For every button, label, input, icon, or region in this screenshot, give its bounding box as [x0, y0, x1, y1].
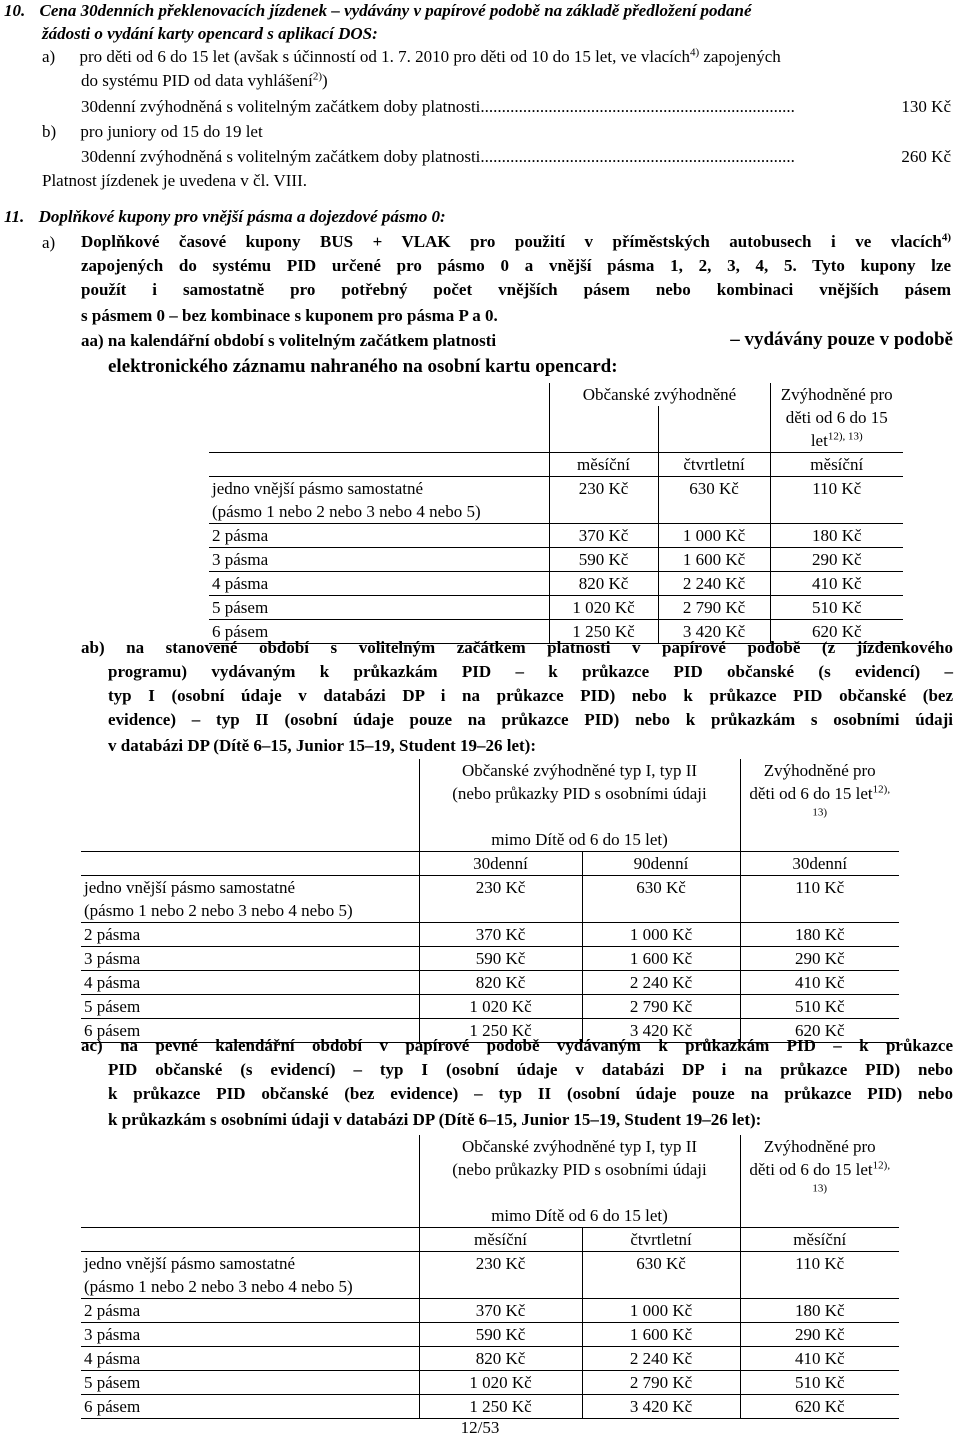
- section-11-aa-line2: elektronického záznamu nahraného na osobní kartu opencard:: [108, 356, 618, 377]
- table-row: jedno vnější pásmo samostatné 230 Kč 630 Kč 110 Kč: [209, 477, 903, 501]
- section-11-aa-text: aa) na kalendářní období s volitelným začátkem platnosti: [81, 331, 497, 350]
- table-ab-period1: 30denní: [419, 852, 582, 876]
- section-11-title: Doplňkové kupony pro vnější pásma a dojezdové pásmo 0:: [38, 207, 446, 226]
- table-ab-header-civic1: Občanské zvýhodněné typ I, typ II: [419, 759, 740, 782]
- section-10-item-a: [42, 46, 781, 68]
- section-11-aa-emph: – vydávány pouze v podobě: [730, 329, 953, 350]
- table-row: 3 pásma 590 Kč 1 600 Kč 290 Kč: [81, 1323, 899, 1347]
- table-row: 4 pásma 820 Kč 2 240 Kč 410 Kč: [209, 572, 903, 596]
- table-row: 5 pásem 1 020 Kč 2 790 Kč 510 Kč: [209, 596, 903, 620]
- section-11-ab-line3: typ I (osobní údaje v databázi DP i na průkazce PID) nebo k průkazce PID občanské (bez: [108, 686, 953, 705]
- table-ac-period2: čtvrtletní: [582, 1228, 740, 1252]
- item-a-sup: 4): [689, 46, 700, 59]
- section-11-ab-line4: evidence) – typ II (osobní údaje pouze na průkazce PID) nebo k průkazkám s osobními údaji: [108, 710, 953, 729]
- table-aa: [209, 383, 903, 644]
- table-aa-period3: měsíční: [770, 453, 903, 477]
- item-a-line2-sup: 2): [312, 70, 323, 83]
- table-row: 4 pásma 820 Kč 2 240 Kč 410 Kč: [81, 971, 899, 995]
- table-row: (pásmo 1 nebo 2 nebo 3 nebo 4 nebo 5): [81, 899, 899, 923]
- table-row: (pásmo 1 nebo 2 nebo 3 nebo 4 nebo 5): [209, 500, 903, 524]
- section-10-item-b-price-row: 30denní zvýhodněná s volitelným začátkem doby platnosti.......................................................................... 260 Kč: [81, 147, 951, 166]
- table-row: jedno vnější pásmo samostatné 230 Kč 630 Kč 110 Kč: [81, 1252, 899, 1276]
- table-ab-header-civic3: mimo Dítě od 6 do 15 let): [419, 828, 740, 852]
- section-11-heading: [4, 206, 446, 228]
- item-b-text: pro juniory od 15 do 19 let: [80, 122, 263, 141]
- section-11-ac-line4: k průkazkám s osobními údaji v databázi DP (Dítě 6–15, Junior 15–19, Student 19–26 let):: [108, 1110, 762, 1129]
- table-row: 3 pásma 590 Kč 1 600 Kč 290 Kč: [81, 947, 899, 971]
- section-11-ac-line2: PID občanské (s evidencí) – typ I (osobní údaje v databázi DP i na průkazce PID) nebo: [108, 1060, 953, 1079]
- section-11-ac-line3: k průkazce PID občanské (bez evidence) – typ II (osobní údaje pouze na průkazce PID) nebo: [108, 1084, 953, 1103]
- item-a-line2-end: ): [322, 71, 328, 90]
- table-aa-header-child1: Zvýhodněné pro: [780, 385, 893, 404]
- table-row: 2 pásma 370 Kč 1 000 Kč 180 Kč: [81, 923, 899, 947]
- table-aa-period1: měsíční: [549, 453, 658, 477]
- section-11-number: 11.: [4, 207, 25, 226]
- section-11-aa-line1: [81, 330, 953, 352]
- item-b-price: 260 Kč: [901, 147, 951, 166]
- table-ac-header-civic3: mimo Dítě od 6 do 15 let): [419, 1204, 740, 1228]
- page-number: 12/53: [460, 1418, 500, 1437]
- table-row: 2 pásma 370 Kč 1 000 Kč 180 Kč: [81, 1299, 899, 1323]
- item-b-ticket: 30denní zvýhodněná s volitelným začátkem doby platnosti: [81, 147, 481, 166]
- section-11-a-line4: s pásmem 0 – bez kombinace s kuponem pro pásma P a 0.: [81, 306, 498, 325]
- item-a-line2-text: do systému PID od data vyhlášení: [81, 71, 313, 90]
- section-11-ab-line5: v databázi DP (Dítě 6–15, Junior 15–19, Student 19–26 let):: [108, 736, 536, 755]
- section-11-a-label: a): [42, 233, 56, 252]
- table-row: 6 pásem 1 250 Kč 3 420 Kč 620 Kč: [81, 1019, 899, 1043]
- section-11-a-line1-text: Doplňkové časové kupony BUS + VLAK pro použití v příměstských autobusech i ve vlacích: [81, 232, 942, 251]
- item-b-label: b): [42, 122, 57, 141]
- item-a-price: 130 Kč: [901, 97, 951, 116]
- table-ab-header-child2: děti od 6 do 15 let$^{12), 13)}$: [749, 783, 891, 819]
- section-11-ac-line1: ac) na pevné kalendářní období v papírové podobě vydávaným k průkazkám PID – k průkazce: [81, 1036, 953, 1055]
- table-aa-period2: čtvrtletní: [658, 453, 770, 477]
- table-row: 4 pásma 820 Kč 2 240 Kč 410 Kč: [81, 1347, 899, 1371]
- table-ac-header-child2: děti od 6 do 15 let$^{12), 13)}$: [749, 1159, 891, 1195]
- section-10-item-a-line2: [81, 70, 328, 92]
- table-ab-period2: 90denní: [582, 852, 740, 876]
- table-row: 3 pásma 590 Kč 1 600 Kč 290 Kč: [209, 548, 903, 572]
- table-aa-header-child2: děti od 6 do 15 let$^{12), 13)}$: [770, 406, 903, 453]
- section-11-ab-line2: programu) vydávaným k průkazkám PID – k průkazce PID občanské (s evidencí) –: [108, 662, 953, 681]
- item-a-text: pro děti od 6 do 15 let (avšak s účinností od 1. 7. 2010 pro děti od 10 do 15 let, ve vlacích: [79, 47, 690, 66]
- section-10-item-b: [42, 121, 263, 143]
- table-ab-period3: 30denní: [740, 852, 899, 876]
- section-11-a-line2: zapojených do systému PID určené pro pásmo 0 a vnější pásma 1, 2, 3, 4, 5. Tyto kupony lze: [81, 256, 951, 275]
- table-ac-period3: měsíční: [740, 1228, 899, 1252]
- section-10-title: Cena 30denních překlenovacích jízdenek – vydávány v papírové podobě na základě předložení podané: [39, 1, 752, 20]
- table-ac-header-civic2: (nebo průkazky PID s osobními údaji: [419, 1158, 740, 1204]
- table-aa-header-civic: Občanské zvýhodněné: [549, 383, 770, 406]
- table-ac-header-civic1: Občanské zvýhodněné typ I, typ II: [419, 1135, 740, 1158]
- item-a-text2: zapojených: [699, 47, 781, 66]
- table-row: 5 pásem 1 020 Kč 2 790 Kč 510 Kč: [81, 995, 899, 1019]
- table-row: (pásmo 1 nebo 2 nebo 3 nebo 4 nebo 5): [81, 1275, 899, 1299]
- table-row: 2 pásma 370 Kč 1 000 Kč 180 Kč: [209, 524, 903, 548]
- table-ab-header-civic2: (nebo průkazky PID s osobními údaji: [419, 782, 740, 828]
- table-row: 6 pásem 1 250 Kč 3 420 Kč 620 Kč: [209, 620, 903, 644]
- table-ab: [81, 759, 899, 1043]
- table-ac: [81, 1135, 899, 1419]
- section-11-a-line3: použít i samostatně pro potřebný počet vnějších pásem nebo kombinaci vnějších pásem: [81, 280, 951, 299]
- section-10-note: Platnost jízdenek je uvedena v čl. VIII.: [42, 171, 307, 190]
- section-10-number: 10.: [4, 1, 26, 20]
- section-10-item-a-price-row: 30denní zvýhodněná s volitelným začátkem doby platnosti.......................................................................... 130 Kč: [81, 97, 951, 116]
- table-ac-period1: měsíční: [419, 1228, 582, 1252]
- section-10-heading: [4, 0, 752, 22]
- table-ab-header-child1: Zvýhodněné pro: [763, 761, 876, 780]
- table-row: 5 pásem 1 020 Kč 2 790 Kč 510 Kč: [81, 1371, 899, 1395]
- section-10-title-cont: žádosti o vydání karty opencard s aplikací DOS:: [42, 24, 378, 43]
- table-row: 6 pásem 1 250 Kč 3 420 Kč 620 Kč: [81, 1395, 899, 1419]
- table-row: jedno vnější pásmo samostatné 230 Kč 630 Kč 110 Kč: [81, 876, 899, 900]
- section-11-a-line1-sup: 4): [941, 231, 951, 244]
- table-ac-header-child1: Zvýhodněné pro: [763, 1137, 876, 1156]
- section-11-ab-line1: ab) na stanovené období s volitelným začátkem platnosti v papírové podobě (z jízdenkového: [81, 638, 953, 657]
- item-a-label: a): [42, 47, 56, 66]
- item-a-ticket: 30denní zvýhodněná s volitelným začátkem doby platnosti: [81, 97, 481, 116]
